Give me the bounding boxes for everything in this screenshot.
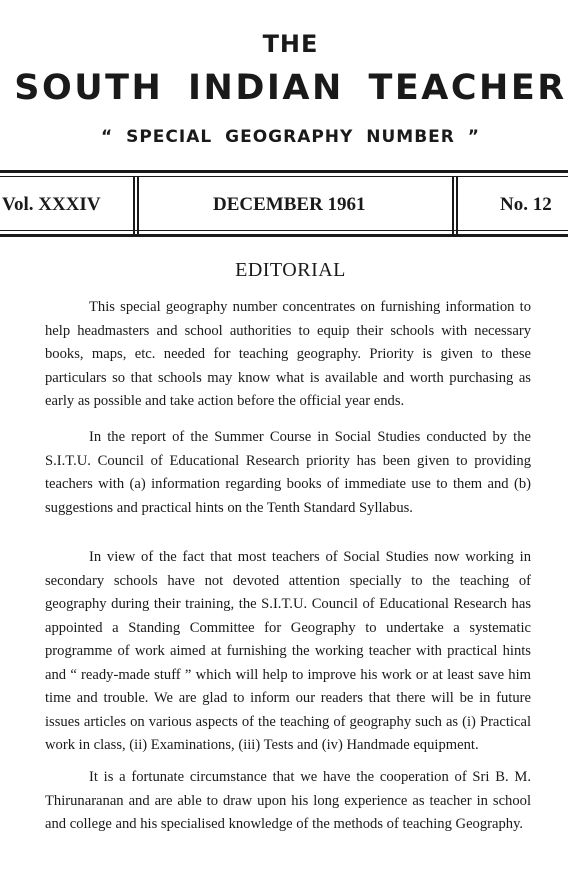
bottom-rule-thin [0, 230, 568, 231]
editorial-paragraph-4: It is a fortunate circumstance that we have the cooperation of Sri B. M. Thirunaranan and are able to draw upon his long experience as teacher in school and college and his specialised knowledge of the methods of teaching Geography. [45, 769, 531, 832]
issue-date: DECEMBER 1961 [213, 194, 366, 215]
issue-divider-right-2 [456, 176, 458, 234]
editorial-paragraph-2: In the report of the Summer Course in Social Studies conducted by the S.I.T.U. Council of Educational Research priority has been given to providing teachers with (a) information regarding books of immediate use to them and (b) suggestions and practical hints on the Tenth Standard Syllabus. [45, 429, 531, 516]
editorial-paragraph-3: In view of the fact that most teachers of Social Studies now working in secondary schools have not devoted attention specially to the teaching of geography during their training, the S.I.T.U. Council of Educational Research has appointed a Standing Committee for Geography to undertake a systematic programme of work aimed at furnishing the working teacher with practical hints and “ ready-made stuff ” which will help to improve his work or at least save him time and trouble. We are glad to inform our readers that there will be in future issues articles on various aspects of the teaching of geography such as (i) Practical work in class, (ii) Examinations, (iii) Tests and (iv) Handmade equipment. [45, 549, 531, 753]
masthead-subtitle: “ SPECIAL GEOGRAPHY NUMBER ” [101, 127, 480, 147]
masthead-the: THE [262, 30, 319, 58]
bottom-rule-thick [0, 234, 568, 237]
editorial-heading: EDITORIAL [235, 259, 346, 281]
issue-divider-left [133, 176, 135, 234]
issue-divider-right [452, 176, 454, 234]
top-rule-thick [0, 170, 568, 173]
top-rule-thin [0, 176, 568, 177]
issue-divider-left-2 [137, 176, 139, 234]
issue-number: No. 12 [500, 194, 552, 215]
issue-volume: Vol. XXXIV [2, 194, 101, 215]
masthead-title: SOUTH INDIAN TEACHER [14, 68, 567, 108]
editorial-paragraph-1: This special geography number concentrates on furnishing information to help headmasters and school authorities to equip their schools with necessary books, maps, etc. needed for teaching geography. Priority is given to these particulars so that schools may know what is available and worth purchasing as early as possible and take action before the official year ends. [45, 299, 531, 409]
